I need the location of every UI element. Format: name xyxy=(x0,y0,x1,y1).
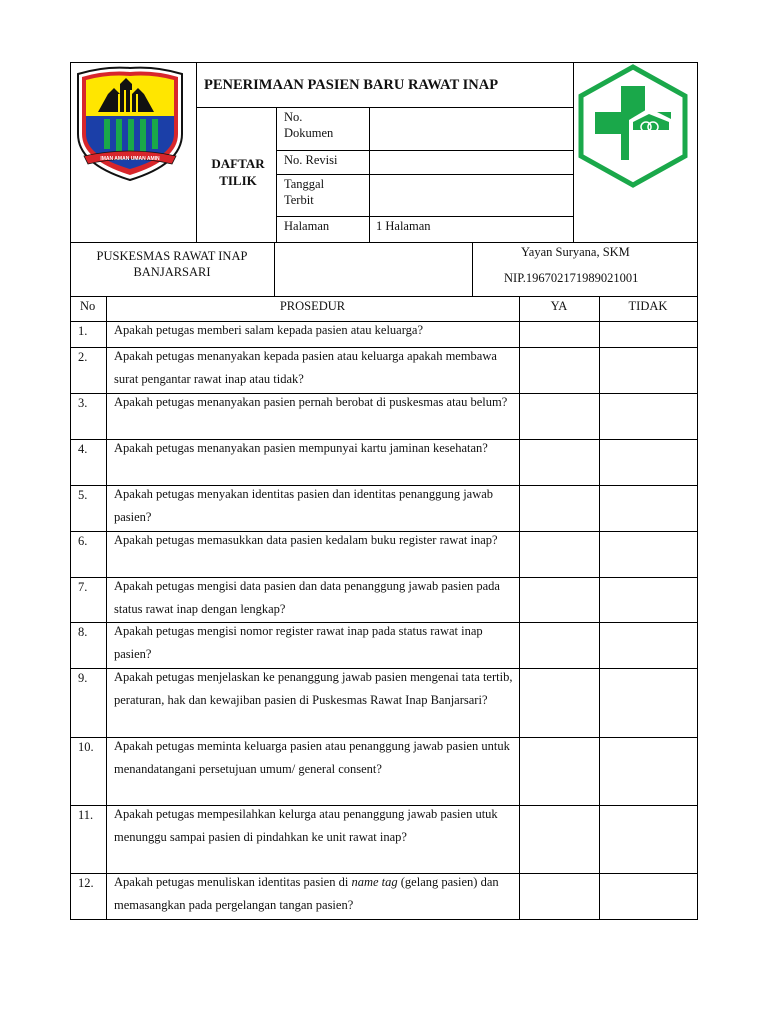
row-question-italic: name tag xyxy=(351,875,398,889)
row-question: Apakah petugas menanyakan kepada pasien atau keluarga apakah membawa surat pengantar rawat inap atau tidak? xyxy=(114,349,497,386)
field-value-halaman: 1 Halaman xyxy=(376,219,431,233)
document-type-label: DAFTAR TILIK xyxy=(211,156,265,188)
row-question xyxy=(114,871,514,916)
row-question-part: (gelang pasien) dan memasangkan pada pergelangan tangan pasien? xyxy=(114,875,499,912)
row-number: 11. xyxy=(78,808,94,822)
field-label-no-dokumen: No. Dokumen xyxy=(284,110,334,140)
field-label-halaman: Halaman xyxy=(284,219,330,233)
row-question: Apakah petugas menanyakan pasien pernah berobat di puskesmas atau belum? xyxy=(114,395,508,409)
document-title: PENERIMAAN PASIEN BARU RAWAT INAP xyxy=(204,77,499,93)
regional-emblem-logo xyxy=(74,64,186,182)
institution-name: PUSKESMAS RAWAT INAP BANJARSARI xyxy=(96,249,248,279)
row-question: Apakah petugas memberi salam kepada pasien atau keluarga? xyxy=(114,323,424,337)
row-number: 1. xyxy=(78,324,88,338)
row-question: Apakah petugas meminta keluarga pasien atau penanggung jawab pasien untuk menandatangani persetujuan umum/ general consent? xyxy=(114,739,510,776)
signer-nip: NIP.196702171989021001 xyxy=(504,271,639,285)
row-number: 6. xyxy=(78,534,88,548)
column-header-no: No xyxy=(80,299,96,313)
row-number: 12. xyxy=(78,876,94,890)
row-number: 5. xyxy=(78,488,88,502)
row-question: Apakah petugas memasukkan data pasien kedalam buku register rawat inap? xyxy=(114,533,498,547)
row-number: 3. xyxy=(78,396,88,410)
row-question: Apakah petugas menyakan identitas pasien dan identitas penanggung jawab pasien? xyxy=(114,487,494,524)
row-number: 4. xyxy=(78,442,88,456)
row-number: 10. xyxy=(78,740,94,754)
row-question: Apakah petugas menanyakan pasien mempunyai kartu jaminan kesehatan? xyxy=(114,441,488,455)
emblem-motto-text: IMAN AMAN UMAN AMIN xyxy=(100,156,160,162)
column-header-tidak: TIDAK xyxy=(628,299,668,313)
field-label-no-revisi: No. Revisi xyxy=(284,153,338,167)
row-number: 7. xyxy=(78,580,88,594)
row-question-part: Apakah petugas menuliskan identitas pasien di xyxy=(114,875,349,889)
row-number: 8. xyxy=(78,625,88,639)
puskesmas-logo xyxy=(577,64,689,188)
column-header-prosedur: PROSEDUR xyxy=(279,299,346,313)
row-question: Apakah petugas menjelaskan ke penanggung jawab pasien mengenai tata tertib, peraturan, hak dan kewajiban pasien di Puskesmas Rawat Inap Banjarsari? xyxy=(114,670,513,707)
row-question: Apakah petugas mengisi data pasien dan data penanggung jawab pasien pada status rawat inap dengan lengkap? xyxy=(114,579,500,616)
row-number: 2. xyxy=(78,350,88,364)
column-header-ya: YA xyxy=(550,299,568,313)
field-label-tanggal-terbit: Tanggal Terbit xyxy=(284,177,325,207)
row-number: 9. xyxy=(78,671,88,685)
signer-name: Yayan Suryana, SKM xyxy=(521,245,630,259)
row-question: Apakah petugas mempesilahkan kelurga atau penanggung jawab pasien utuk menunggu sampai pasien di pindahkan ke unit rawat inap? xyxy=(114,807,498,844)
row-question: Apakah petugas mengisi nomor register rawat inap pada status rawat inap pasien? xyxy=(114,624,483,661)
